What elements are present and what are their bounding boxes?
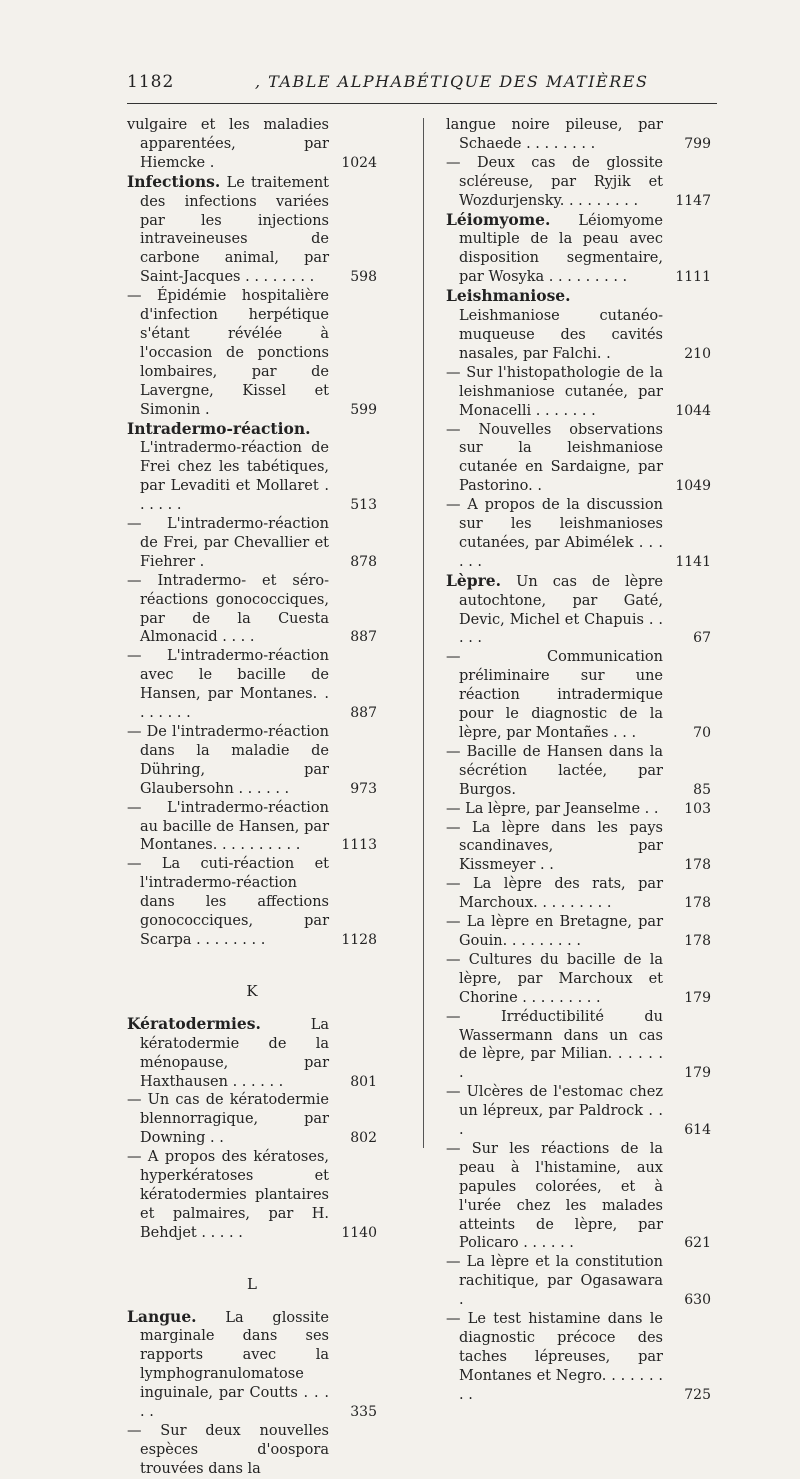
index-entry bbox=[446, 1140, 711, 1253]
index-entry bbox=[127, 855, 377, 950]
entry-text: — La lèpre en Bretagne, par Gouin. . . . . . . . . bbox=[446, 914, 663, 949]
entry-keyword: Lèpre. bbox=[446, 570, 502, 590]
entry-text: — L'intradermo-réaction au bacille de Hansen, par Montanes. . . . . . . . . . bbox=[127, 799, 329, 854]
entry-page-number: 179 bbox=[684, 1065, 711, 1082]
entry-page-number: 178 bbox=[684, 932, 711, 949]
entry-page-number: 335 bbox=[350, 1404, 377, 1421]
index-entry bbox=[127, 723, 377, 799]
entry-keyword: Kératodermies. bbox=[127, 1013, 261, 1033]
index-entry bbox=[446, 154, 711, 211]
entry-page-number: 973 bbox=[350, 780, 377, 797]
index-entry bbox=[446, 1008, 711, 1084]
index-entry bbox=[127, 799, 377, 856]
index-entry bbox=[446, 364, 711, 421]
entry-text: — Sur deux nouvelles espèces d'oospora trouvées dans la bbox=[127, 1423, 329, 1477]
index-entry bbox=[127, 647, 377, 723]
entry-page-number: 802 bbox=[350, 1130, 377, 1147]
entry-page-number: 614 bbox=[684, 1122, 711, 1139]
index-entry bbox=[127, 116, 377, 173]
entry-page-number: 1128 bbox=[341, 931, 377, 948]
right-column bbox=[446, 116, 711, 1405]
entry-text: — Sur les réactions de la peau à l'histamine, aux papules colorées, et à l'urée chez les malades atteints de lèpre, par Policaro . . . . . . bbox=[446, 1140, 663, 1252]
index-entry bbox=[446, 951, 711, 1008]
entry-text: — Ulcères de l'estomac chez un lépreux, par Paldrock . . . bbox=[446, 1084, 663, 1139]
page-header bbox=[127, 72, 715, 96]
entry-text: — La lèpre des rats, par Marchoux. . . . . . . . . bbox=[446, 876, 663, 912]
entry-page-number: 210 bbox=[684, 345, 711, 362]
entry-text: — Sur l'histopathologie de la leishmaniose cutanée, par Monacelli . . . . . . . bbox=[446, 364, 663, 419]
index-entry bbox=[127, 1091, 377, 1148]
entry-page-number: 799 bbox=[684, 135, 711, 152]
entry-page-number: 1024 bbox=[341, 154, 377, 171]
entry-text: — De l'intradermo-réaction dans la maladie de Dühring, par Glaubersohn . . . . . . bbox=[127, 724, 329, 797]
index-entry bbox=[446, 1083, 711, 1140]
entry-text: — Le test histamine dans le diagnostic précoce des taches lépreuses, par Montanes et Negro. . . . . . . . . bbox=[446, 1311, 663, 1403]
index-entry bbox=[446, 421, 711, 497]
entry-page-number: 70 bbox=[693, 725, 711, 741]
entry-text: — Nouvelles observations sur la leishmaniose cutanée en Sardaigne, par Pastorino. . bbox=[446, 421, 663, 495]
index-entry bbox=[446, 572, 711, 649]
entry-keyword: Léiomyome. bbox=[446, 209, 551, 229]
index-entry bbox=[446, 875, 711, 913]
entry-text: — Communication préliminaire sur une réaction intradermique pour le diagnostic de la lèpre, par Montañes . . . bbox=[446, 649, 663, 741]
index-entry bbox=[446, 819, 711, 876]
index-entry bbox=[127, 572, 377, 648]
index-entry bbox=[446, 913, 711, 951]
entry-text: — La cuti-réaction et l'intradermo-réaction dans les affections gonococciques, par Scarpa . . . . . . . . bbox=[127, 856, 329, 948]
section-letter-k: K bbox=[246, 981, 258, 1000]
entry-text: — L'intradermo-réaction de Frei, par Chevallier et Fiehrer . bbox=[127, 516, 329, 570]
entry-text: — Épidémie hospitalière d'infection herpétique s'étant révélée à l'occasion de ponctions lombaires, par de Lavergne, Kissel et Simonin . bbox=[127, 288, 329, 418]
entry-text: — Bacille de Hansen dans la sécrétion lactée, par Burgos. bbox=[446, 743, 663, 798]
entry-text: Un cas de lèpre autochtone, par Gaté, Devic, Michel et Chapuis . . . . . bbox=[459, 573, 663, 647]
entry-page-number: 513 bbox=[350, 497, 377, 514]
entry-text: — Irréductibilité du Wassermann dans un cas de lèpre, par Milian. . . . . . . bbox=[446, 1008, 663, 1082]
entry-page-number: 598 bbox=[350, 269, 377, 286]
entry-keyword: Infections. bbox=[127, 171, 221, 191]
entry-text: — La lèpre, par Jeanselme . . bbox=[446, 800, 659, 817]
index-entry bbox=[127, 515, 377, 572]
index-entry bbox=[127, 1308, 377, 1422]
entry-text: — Deux cas de glossite scléreuse, par Ryjik et Wozdurjensky. . . . . . . . . bbox=[446, 154, 663, 209]
entry-page-number: 103 bbox=[684, 800, 711, 817]
entry-text: — L'intradermo-réaction avec le bacille de Hansen, par Montanes. . . . . . . . bbox=[127, 648, 329, 722]
entry-text: La glossite marginale dans ses rapports avec la lymphogranulomatose inguinale, par Coutts . . . . . bbox=[140, 1309, 329, 1421]
right-entries bbox=[446, 116, 711, 1405]
running-title: , TABLE ALPHABÉTIQUE DES MATIÈRES bbox=[255, 72, 649, 91]
index-entry bbox=[127, 1422, 377, 1479]
k-entries bbox=[127, 1015, 377, 1243]
column-divider bbox=[423, 118, 424, 1148]
entry-page-number: 85 bbox=[693, 781, 711, 798]
index-entry bbox=[446, 211, 711, 288]
entry-text: — A propos des kératoses, hyperkératoses et kératodermies plantaires et palmaires, par H. Behdjet . . . . . bbox=[127, 1149, 329, 1241]
index-entry bbox=[446, 1253, 711, 1310]
left-entries bbox=[127, 116, 377, 950]
entry-page-number: 887 bbox=[350, 629, 377, 646]
entry-page-number: 178 bbox=[684, 857, 711, 874]
entry-text: — La lèpre et la constitution rachitique, par Ogasawara . bbox=[446, 1254, 663, 1309]
entry-page-number: 1147 bbox=[675, 192, 711, 209]
entry-page-number: 1049 bbox=[675, 478, 711, 495]
entry-page-number: 1141 bbox=[675, 553, 711, 570]
entry-page-number: 621 bbox=[684, 1235, 711, 1252]
entry-page-number: 801 bbox=[350, 1073, 377, 1090]
entry-page-number: 1111 bbox=[675, 269, 711, 286]
index-entry bbox=[127, 420, 377, 516]
entry-page-number: 878 bbox=[350, 553, 377, 570]
l-entries bbox=[127, 1308, 377, 1479]
entry-keyword: Leishmaniose. bbox=[446, 286, 571, 306]
page-number: 1182 bbox=[127, 72, 175, 92]
entry-text: — Intradermo- et séro-réactions gonococciques, par de la Cuesta Almonacid . . . . bbox=[127, 572, 329, 646]
index-entry bbox=[127, 1015, 377, 1092]
index-entry bbox=[446, 800, 711, 819]
entry-text: — La lèpre dans les pays scandinaves, par Kissmeyer . . bbox=[446, 819, 663, 874]
index-entry bbox=[446, 116, 711, 154]
entry-text: langue noire pileuse, par Schaede . . . . . . . . bbox=[446, 117, 663, 152]
entry-page-number: 178 bbox=[684, 895, 711, 912]
entry-page-number: 725 bbox=[684, 1386, 711, 1403]
entry-text: vulgaire et les maladies apparentées, par Hiemcke . bbox=[127, 117, 329, 171]
index-entry bbox=[446, 743, 711, 800]
entry-text: Léiomyome multiple de la peau avec disposition segmentaire, par Wosyka . . . . . . . . . bbox=[459, 212, 663, 286]
entry-text: — Un cas de kératodermie blennorragique, par Downing . . bbox=[127, 1092, 329, 1147]
section-letter-l: L bbox=[247, 1274, 257, 1293]
entry-page-number: 887 bbox=[350, 705, 377, 722]
entry-text: Leishmaniose cutanéo-muqueuse des cavités nasales, par Falchi. . bbox=[459, 308, 663, 362]
entry-page-number: 1044 bbox=[675, 402, 711, 419]
entry-page-number: 599 bbox=[350, 401, 377, 418]
entry-text: — A propos de la discussion sur les leishmanioses cutanées, par Abimélek . . . . . . bbox=[446, 497, 663, 570]
index-entry bbox=[127, 287, 377, 419]
index-entry bbox=[446, 496, 711, 572]
index-entry bbox=[446, 1310, 711, 1405]
entry-page-number: 179 bbox=[684, 989, 711, 1006]
entry-keyword: Langue. bbox=[127, 1306, 197, 1326]
entry-text: Le traitement des infections variées par les injections intraveineuses de carbone animal, par Saint-Jacques . . . . . . . . bbox=[140, 174, 330, 286]
index-entry bbox=[127, 173, 377, 287]
entry-text: La kératodermie de la ménopause, par Haxthausen . . . . . . bbox=[140, 1016, 329, 1090]
entry-page-number: 67 bbox=[693, 630, 711, 647]
entry-page-number: 630 bbox=[684, 1292, 711, 1309]
entry-page-number: 1113 bbox=[341, 837, 377, 854]
header-rule bbox=[127, 103, 717, 104]
index-entry bbox=[446, 287, 711, 364]
entry-keyword: Intradermo-réaction. bbox=[127, 418, 311, 438]
entry-text: — Cultures du bacille de la lèpre, par Marchoux et Chorine . . . . . . . . . bbox=[446, 951, 663, 1006]
index-entry bbox=[127, 1148, 377, 1243]
index-entry bbox=[446, 648, 711, 743]
left-column bbox=[127, 116, 377, 1479]
entry-page-number: 1140 bbox=[341, 1224, 377, 1241]
entry-text: L'intradermo-réaction de Frei chez les tabétiques, par Levaditi et Mollaret . . . . . . bbox=[140, 440, 329, 514]
